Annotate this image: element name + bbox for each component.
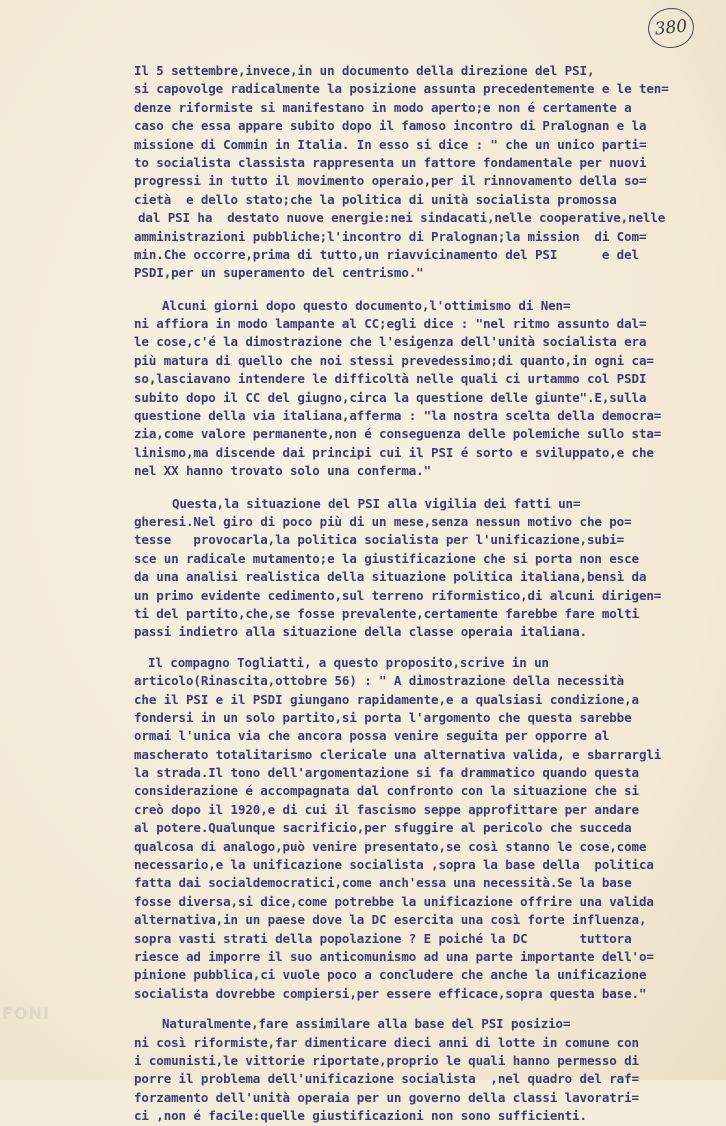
text-line: fondersi in un solo partito,si porta l'argomento che questa sarebbe <box>134 709 632 725</box>
text-line: to socialista classista rappresenta un fattore fondamentale per nuovi <box>134 154 647 170</box>
paragraph-5 <box>0 1015 726 1125</box>
text-line: passi indietro alla situazione della classe operaia italiana. <box>134 624 587 640</box>
text-line: porre il problema dell'unificazione socialista ,nel quadro del raf= <box>134 1071 639 1087</box>
text-line: linismo,ma discende dai principi cui il PSI é sorto e sviluppato,e che <box>134 444 654 460</box>
text-line: fatta dai socialdemocratici,come anch'essa una necessità.Se la base <box>134 875 632 891</box>
text-line: si capovolge radicalmente la posizione assunta precedentemente e le ten= <box>134 81 669 97</box>
paragraph-4 <box>0 654 726 1003</box>
text-line: dal PSI ha destato nuove energie:nei sindacati,nelle cooperative,nelle <box>138 210 666 226</box>
text-line: che il PSI e il PSDI giungano rapidamente,e a qualsiasi condizione,a <box>134 691 639 707</box>
text-line: considerazione é accompagnata dal confronto con la situazione che si <box>134 783 639 799</box>
archive-watermark: FONI <box>2 1004 50 1023</box>
text-line: le cose,c'é la dimostrazione che l'esigenza dell'unità socialista era <box>134 334 647 350</box>
text-line: Naturalmente,fare assimilare alla base del PSI posizio= <box>162 1016 571 1032</box>
text-line: sopra vasti strati della popolazione ? E poiché la DC tuttora <box>134 930 632 946</box>
text-line: pinione pubblica,ci vuole poco a concludere che anche la unificazione <box>134 967 647 983</box>
text-line: subito dopo il CC del giugno,circa la questione delle giunte".E,sulla <box>134 389 647 405</box>
text-line: necessario,e la unificazione socialista ,sopra la base della politica <box>134 857 654 873</box>
text-line: ormai l'unica via che ancora possa venire seguita per opporre al <box>134 728 610 744</box>
text-line: più matura di quello che noi stessi prevedessimo;di quanto,in ogni ca= <box>134 352 654 368</box>
text-line: riesce ad imporre il suo anticomunismo ad una parte importante dell'o= <box>134 948 654 964</box>
text-line: amministrazioni pubbliche;l'incontro di Pralognan;la mission di Com= <box>134 228 647 244</box>
text-line: progressi in tutto il movimento operaio,per il rinnovamento della so= <box>134 173 647 189</box>
text-line: denze riformiste si manifestano in modo aperto;e non é certamente a <box>134 99 632 115</box>
text-line: un primo evidente cedimento,sul terreno riformistico,di alcuni dirigen= <box>134 587 662 603</box>
text-line: al potere.Qualunque sacrificio,per sfuggire al pericolo che succeda <box>134 820 632 836</box>
text-line: i comunisti,le vittorie riportate,proprio le quali hanno permesso di <box>134 1052 639 1068</box>
text-line: cietà e dello stato;che la politica di unità socialista promossa <box>134 191 617 207</box>
text-line: mascherato totalitarismo clericale una alternativa valida, e sbarrargli <box>134 746 662 762</box>
text-line: la strada.Il tono dell'argomentazione si fa drammatico quando questa <box>134 765 639 781</box>
text-line: Questa,la situazione del PSI alla vigilia dei fatti un= <box>172 495 581 511</box>
paragraph-1 <box>0 62 726 283</box>
paragraph-3 <box>0 495 726 642</box>
text-line: ni così riformiste,far dimenticare dieci anni di lotte in comune con <box>134 1034 639 1050</box>
text-line: Il 5 settembre,invece,in un documento della direzione del PSI, <box>134 63 595 78</box>
text-line: fosse diversa,si dice,come potrebbe la unificazione offrire una valida <box>134 893 654 909</box>
text-line: articolo(Rinascita,ottobre 56) : " A dimostrazione della necessità <box>134 673 625 689</box>
text-line: missione di Commin in Italia. In esso si dice : " che un unico parti= <box>134 136 647 152</box>
paragraph-2 <box>0 297 726 481</box>
text-line: nel XX hanno trovato solo una conferma." <box>134 463 432 479</box>
text-line: min.Che occorre,prima di tutto,un riavvicinamento del PSI e del <box>134 246 639 262</box>
text-line: tesse provocarla,la politica socialista per l'unificazione,subi= <box>134 532 625 548</box>
circled-page-number: 380 <box>646 6 696 51</box>
text-line: da una analisi realistica della situazione politica italiana,bensì da <box>134 569 647 585</box>
text-line: Il compagno Togliatti, a questo proposito,scrive in un <box>148 654 549 670</box>
text-line: alternativa,in un paese dove la DC esercita una così forte influenza, <box>134 912 647 928</box>
text-line: so,lasciavano intendere le difficoltà nelle quali ci urtammo col PSDI <box>134 371 647 387</box>
document-body <box>0 62 726 1125</box>
text-line: sce un radicale mutamento;e la giustificazione che si porta non esce <box>134 550 639 566</box>
text-line: Alcuni giorni dopo questo documento,l'ottimismo di Nen= <box>162 297 571 313</box>
text-line: ni affiora in modo lampante al CC;egli dice : "nel ritmo assunto dal= <box>134 316 647 332</box>
text-line: gheresi.Nel giro di poco più di un mese,senza nessun motivo che po= <box>134 513 632 529</box>
text-line: creò dopo il 1920,e di cui il fascismo seppe approfittare per andare <box>134 801 639 817</box>
text-line: zia,come valore permanente,non é conseguenza delle polemiche sullo sta= <box>134 426 662 442</box>
text-line: qualcosa di analogo,può venire presentato,se così stanno le cose,come <box>134 838 647 854</box>
text-line: PSDI,per un superamento del centrismo." <box>134 265 424 281</box>
text-line: ci ,non é facile:quelle giustificazioni non sono sufficienti. <box>134 1108 587 1124</box>
text-line: socialista dovrebbe compiersi,per essere efficace,sopra questa base." <box>134 985 647 1001</box>
text-line: forzamento dell'unità operaia per un governo della classi lavoratri= <box>134 1089 639 1105</box>
text-line: caso che essa appare subito dopo il famoso incontro di Pralognan e la <box>134 118 647 134</box>
text-line: ti del partito,che,se fosse prevalente,certamente farebbe fare molti <box>134 605 639 621</box>
text-line: questione della via italiana,afferma : "la nostra scelta della democra= <box>134 408 662 424</box>
